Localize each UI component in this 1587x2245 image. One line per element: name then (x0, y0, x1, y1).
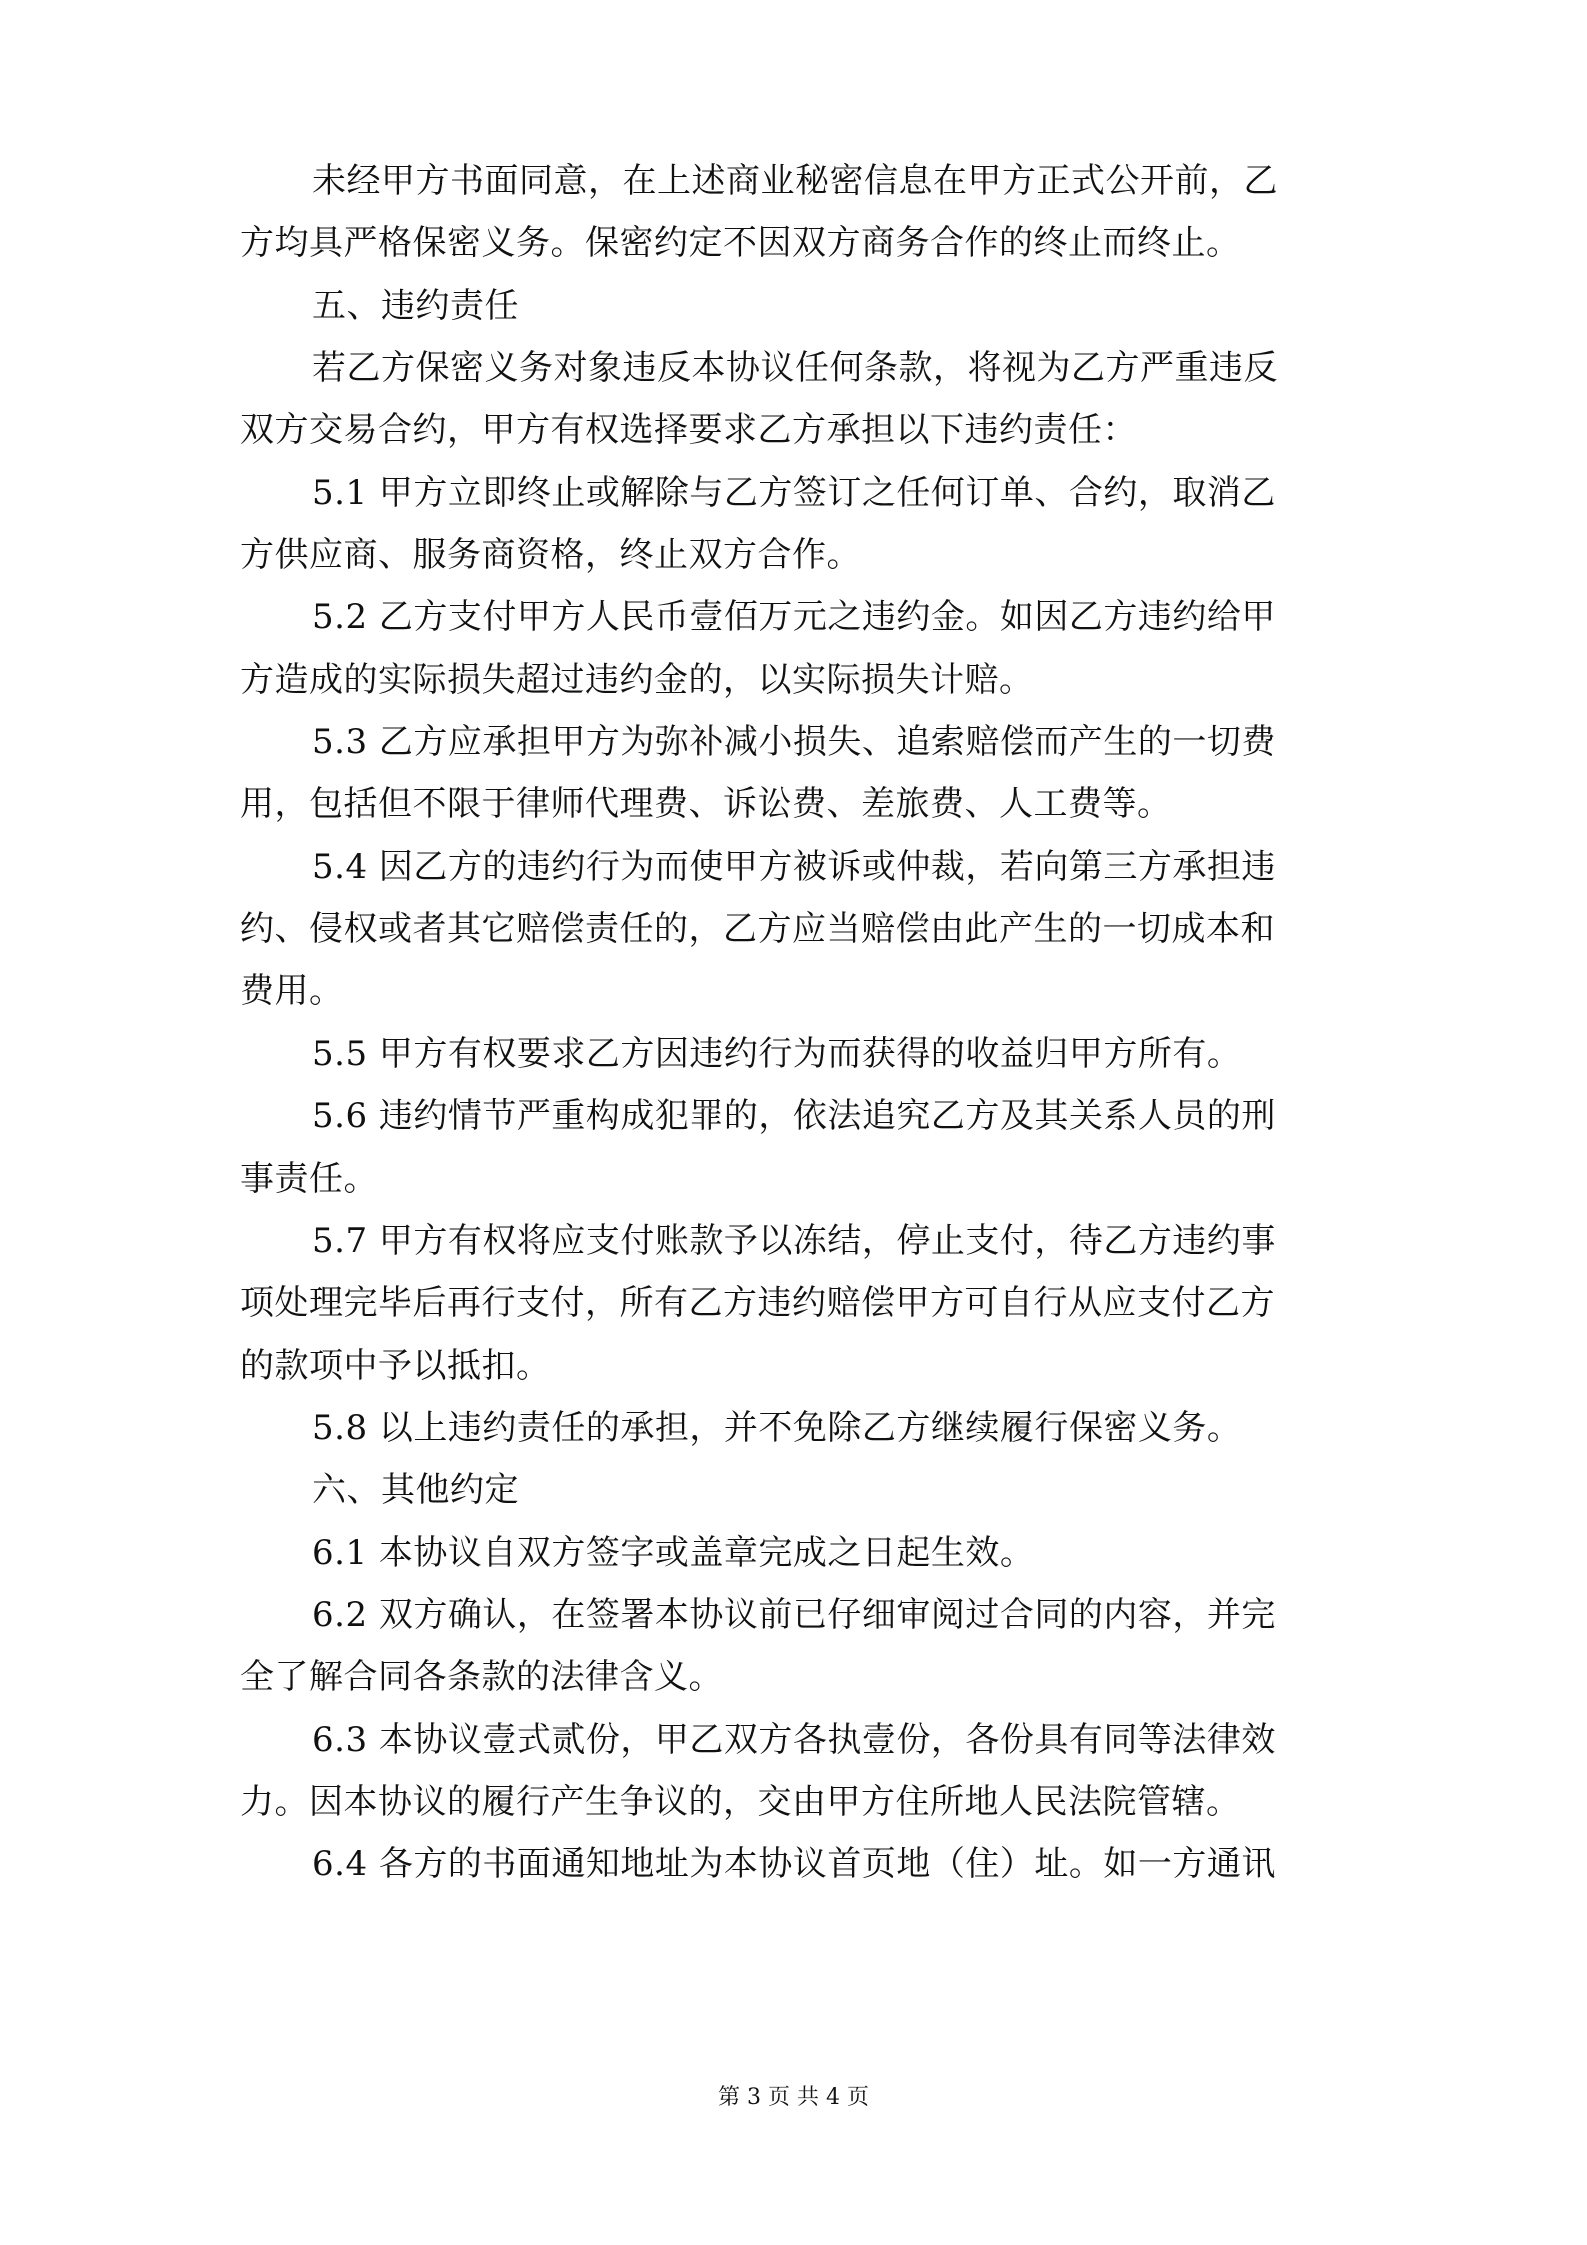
clause-line: 5.3 乙方应承担甲方为弥补减小损失、追索赔偿而产生的一切费 (312, 722, 1276, 763)
body-line: 事责任。 (240, 1158, 378, 1199)
clause-line: 5.2 乙方支付甲方人民币壹佰万元之违约金。如因乙方违约给甲 (312, 597, 1276, 638)
body-line: 未经甲方书面同意，在上述商业秘密信息在甲方正式公开前，乙 (312, 161, 1278, 201)
body-line: 力。因本协议的履行产生争议的，交由甲方住所地人民法院管辖。 (240, 1781, 1241, 1822)
body-line: 的款项中予以抵扣。 (240, 1345, 551, 1386)
body-line: 方供应商、服务商资格，终止双方合作。 (240, 535, 861, 576)
body-line: 项处理完毕后再行支付，所有乙方违约赔偿甲方可自行从应支付乙方 (240, 1283, 1275, 1324)
body-line: 若乙方保密义务对象违反本协议任何条款，将视为乙方严重违反 (312, 348, 1278, 389)
clause-line: 5.8 以上违约责任的承担，并不免除乙方继续履行保密义务。 (312, 1407, 1242, 1448)
body-line: 全了解合同各条款的法律含义。 (240, 1657, 723, 1698)
clause-line: 6.4 各方的书面通知地址为本协议首页地（住）址。如一方通讯 (312, 1844, 1276, 1885)
section-heading: 五、违约责任 (312, 285, 519, 326)
body-line: 双方交易合约，甲方有权选择要求乙方承担以下违约责任： (240, 410, 1137, 451)
page-number-footer: 第 3 页 共 4 页 (718, 2085, 869, 2110)
body-line: 用，包括但不限于律师代理费、诉讼费、差旅费、人工费等。 (240, 784, 1172, 825)
body-line: 约、侵权或者其它赔偿责任的，乙方应当赔偿由此产生的一切成本和 (240, 909, 1275, 950)
clause-line: 5.7 甲方有权将应支付账款予以冻结，停止支付，待乙方违约事 (312, 1220, 1276, 1261)
clause-line: 6.3 本协议壹式贰份，甲乙双方各执壹份，各份具有同等法律效 (312, 1719, 1276, 1760)
body-line: 方造成的实际损失超过违约金的，以实际损失计赔。 (240, 659, 1034, 700)
section-heading: 六、其他约定 (312, 1470, 519, 1511)
clause-line: 5.4 因乙方的违约行为而使甲方被诉或仲裁，若向第三方承担违 (312, 846, 1276, 887)
body-line: 方均具严格保密义务。保密约定不因双方商务合作的终止而终止。 (240, 223, 1241, 264)
document-body (240, 150, 1355, 1896)
body-line: 费用。 (240, 971, 344, 1012)
clause-line: 6.1 本协议自双方签字或盖章完成之日起生效。 (312, 1532, 1035, 1573)
clause-line: 6.2 双方确认，在签署本协议前已仔细审阅过合同的内容，并完 (312, 1594, 1276, 1635)
clause-line: 5.1 甲方立即终止或解除与乙方签订之任何订单、合约，取消乙 (312, 472, 1276, 513)
clause-line: 5.5 甲方有权要求乙方因违约行为而获得的收益归甲方所有。 (312, 1033, 1242, 1074)
clause-line: 5.6 违约情节严重构成犯罪的，依法追究乙方及其关系人员的刑 (312, 1096, 1276, 1137)
